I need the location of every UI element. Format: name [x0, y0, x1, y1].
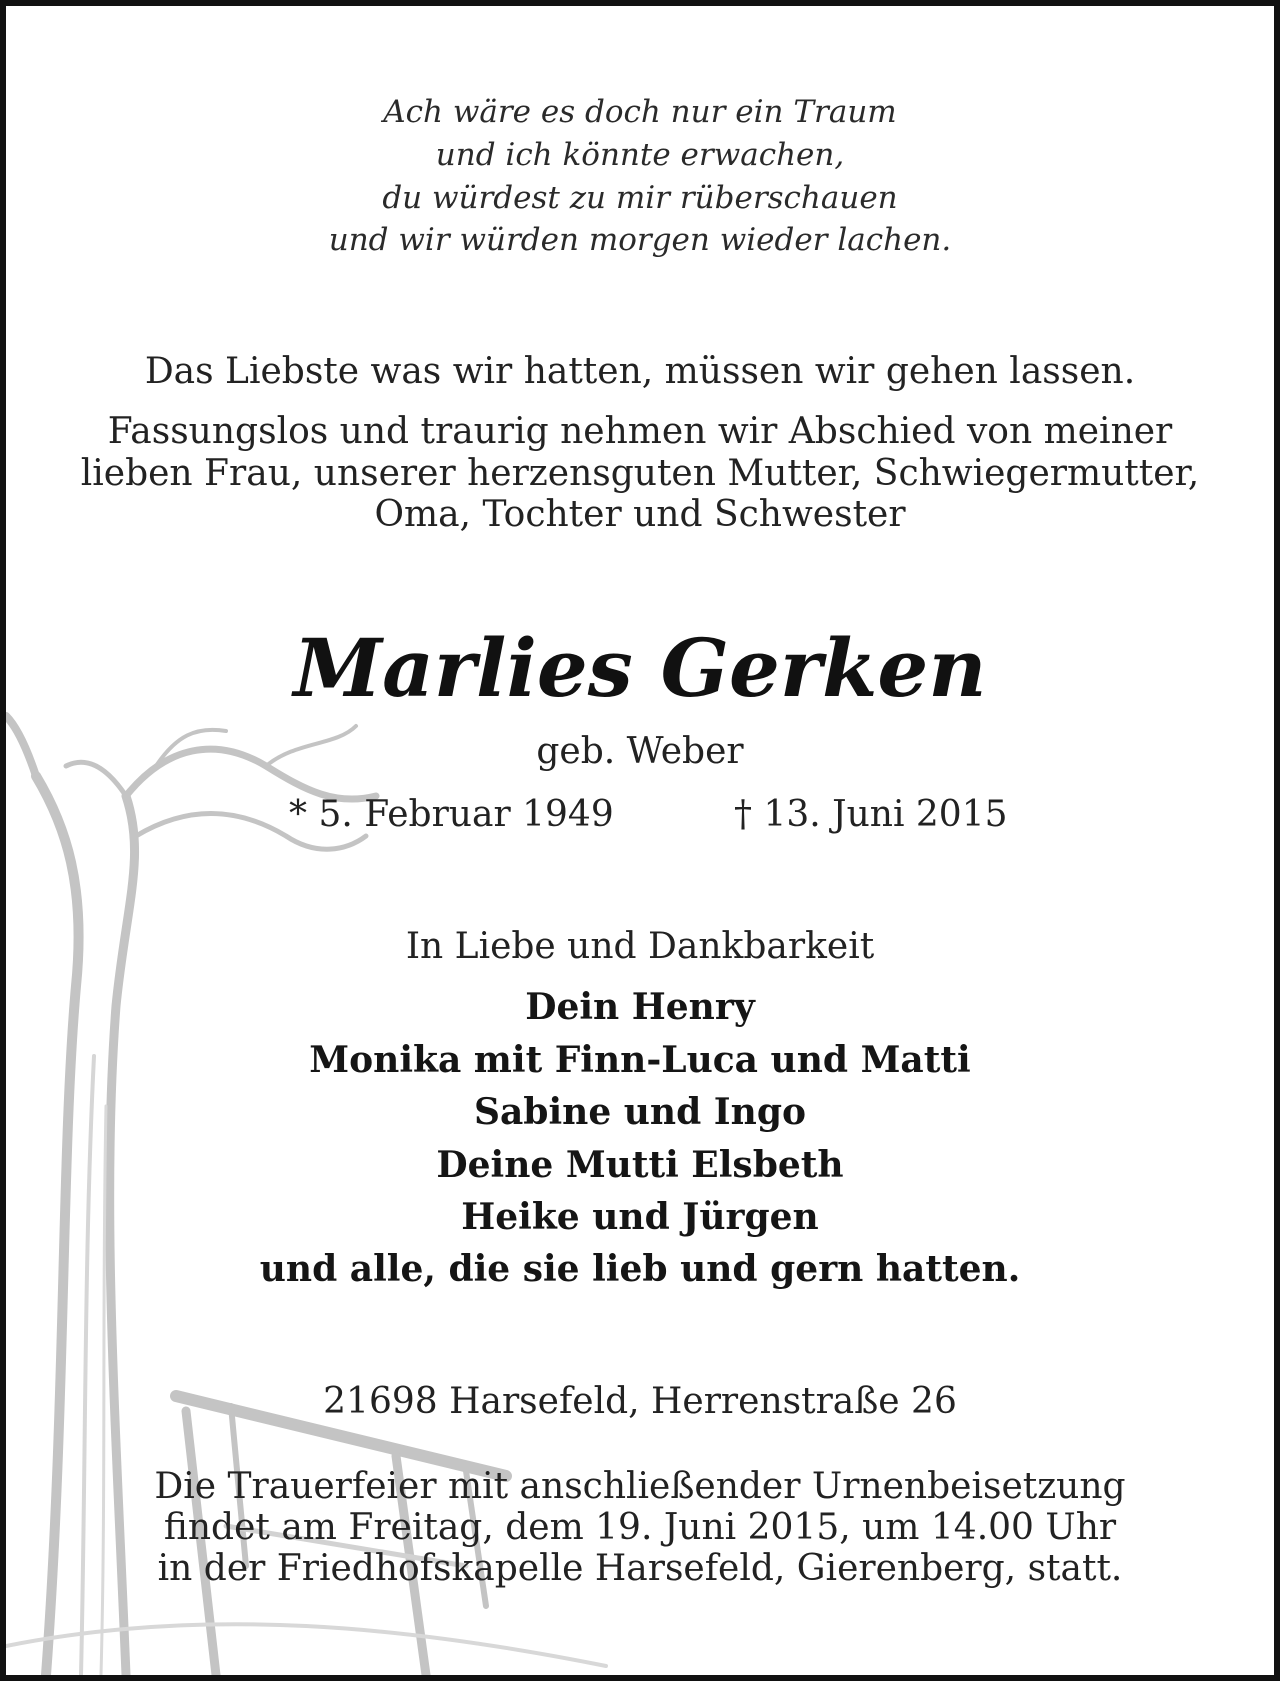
funeral-line-1: Die Trauerfeier mit anschließender Urnenbeisetzung — [154, 1466, 1126, 1507]
poem-line-4: und wir würden morgen wieder lachen. — [328, 222, 952, 258]
intro-line-2: Fassungslos und traurig nehmen wir Abschied von meiner — [107, 411, 1173, 452]
signatory-6: und alle, die sie lieb und gern hatten. — [259, 1248, 1021, 1290]
deceased-name: Marlies Gerken — [293, 621, 987, 715]
poem-line-3: du würdest zu mir rüberschauen — [382, 180, 898, 216]
signatory-4: Deine Mutti Elsbeth — [436, 1144, 844, 1186]
birth-date: * 5. Februar 1949 — [289, 794, 614, 835]
poem-line-2: und ich könnte erwachen, — [435, 137, 845, 173]
closing-phrase: In Liebe und Dankbarkeit — [405, 926, 875, 967]
intro-line-1: Das Liebste was wir hatten, müssen wir gehen lassen. — [144, 351, 1136, 392]
signatory-2: Monika mit Finn-Luca und Matti — [309, 1039, 971, 1081]
maiden-name: geb. Weber — [536, 731, 744, 772]
intro-line-3: lieben Frau, unserer herzensguten Mutter, Schwiegermutter, — [80, 453, 1200, 494]
signatory-3: Sabine und Ingo — [473, 1091, 807, 1133]
poem-line-1: Ach wäre es doch nur ein Traum — [383, 94, 897, 130]
funeral-line-2: findet am Freitag, dem 19. Juni 2015, um 14.00 Uhr — [163, 1507, 1117, 1548]
signatory-5: Heike und Jürgen — [461, 1196, 819, 1238]
signatory-1: Dein Henry — [525, 986, 755, 1028]
address: 21698 Harsefeld, Herrenstraße 26 — [323, 1381, 957, 1422]
death-date: † 13. Juni 2015 — [734, 794, 1008, 835]
funeral-line-3: in der Friedhofskapelle Harsefeld, Gierenberg, statt. — [157, 1548, 1123, 1589]
intro-line-4: Oma, Tochter und Schwester — [374, 494, 906, 535]
